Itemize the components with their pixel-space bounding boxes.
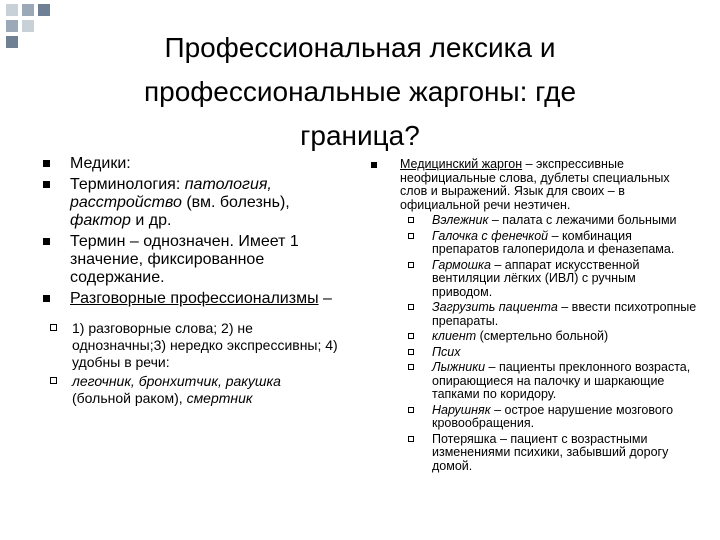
sub-list-item (368, 259, 698, 300)
definition: – острое нарушение мозгового кровообращения. (432, 402, 674, 430)
definition: – пациенты преклонного возраста, опирающиеся на палочку и шаркающие тапками по коридору. (432, 360, 691, 401)
hollow-square-bullet-icon (408, 407, 414, 413)
term: Псих (432, 344, 461, 359)
square-bullet-icon (371, 162, 377, 168)
item-text-italic: патология, расстройство (70, 176, 272, 211)
right-column (368, 158, 698, 473)
hollow-square-bullet-icon (408, 233, 414, 239)
sub-list-item (368, 346, 698, 360)
title-line: граница? (300, 120, 420, 151)
item-text: Терминология (70, 176, 176, 193)
term: Нарушняк (432, 402, 491, 417)
sub-list-item (368, 330, 698, 344)
square-bullet-icon (43, 181, 50, 188)
decorative-squares (0, 0, 60, 50)
hollow-square-bullet-icon (408, 217, 414, 223)
definition: (смертельно больной) (476, 329, 609, 343)
square-bullet-icon (43, 238, 50, 245)
sub-list-item (40, 320, 340, 371)
hollow-square-bullet-icon (408, 304, 414, 310)
term: Загрузить пациента (432, 300, 558, 314)
sub-list-item (368, 433, 698, 474)
sub-list-item (368, 361, 698, 402)
sub-list-item (368, 214, 698, 228)
item-text: – (318, 290, 332, 307)
hollow-square-bullet-icon (408, 333, 414, 339)
hollow-square-bullet-icon (50, 324, 57, 331)
list-item (368, 158, 698, 212)
term: Вэлежник (432, 213, 489, 227)
deco-square (22, 4, 34, 16)
item-text-italic: легочник, бронхитчик, ракушка (72, 373, 281, 389)
term: Гармошка (432, 257, 491, 272)
definition: – ввести психотропные препараты. (432, 300, 697, 328)
hollow-square-bullet-icon (408, 364, 414, 370)
item-text-underlined: Разговорные профессионализмы (70, 290, 319, 307)
deco-square (6, 4, 18, 16)
definition: – аппарат искусственной вентиляции лёгких (ИВЛ) с ручным приводом. (432, 257, 640, 299)
title-line: профессиональные жаргоны: где (143, 76, 577, 107)
term: Лыжники (432, 360, 486, 374)
item-text: – экспрессивные неофициальные слова, дублеты специальных слов и выражений. Язык для своих – в официальной речи неэтичен. (400, 157, 670, 212)
deco-square (22, 20, 34, 32)
item-text: и др. (130, 212, 172, 229)
item-text-italic: смертник (186, 390, 253, 406)
item-text: : (175, 176, 185, 193)
sub-list-item (368, 404, 698, 431)
item-text: (больной раком), (72, 390, 187, 406)
item-text: 1) разговорные слова; 2) не однозначны;3) нередко экспрессивны; 4) удобны в речи: (72, 320, 338, 370)
sub-list-item (368, 301, 698, 328)
list-item (40, 290, 340, 308)
item-text-italic: фактор (70, 212, 131, 229)
deco-square (38, 4, 50, 16)
definition: Потеряшка – пациент с возрастными изменениями психики, забывший дорогу домой. (432, 431, 669, 473)
square-bullet-icon (43, 295, 50, 302)
list-item (40, 155, 340, 173)
item-text-underlined: Медицинский жаргон (400, 157, 523, 171)
list-item (40, 233, 340, 287)
sub-list-item (40, 373, 340, 407)
deco-square (6, 20, 18, 32)
term: клиент (432, 329, 477, 343)
list-item (40, 176, 340, 230)
hollow-square-bullet-icon (408, 262, 414, 268)
definition: – палата с лежачими больными (488, 213, 677, 227)
slide-title (95, 26, 625, 158)
square-bullet-icon (43, 160, 50, 167)
sub-list-item (368, 230, 698, 257)
hollow-square-bullet-icon (50, 377, 57, 384)
term: Галочка с фенечкой (432, 228, 549, 243)
definition: – комбинация препаратов галоперидола и феназепама. (432, 228, 675, 256)
item-text: Термин – однозначен. Имеет 1 значение, фиксированное содержание. (70, 233, 299, 286)
item-text: (вм. болезнь), (181, 194, 290, 211)
hollow-square-bullet-icon (408, 349, 414, 355)
hollow-square-bullet-icon (408, 436, 414, 442)
title-line: Профессиональная лексика и (164, 32, 556, 63)
left-column (40, 155, 340, 409)
deco-square (6, 36, 18, 48)
item-text: Медики: (70, 155, 131, 172)
